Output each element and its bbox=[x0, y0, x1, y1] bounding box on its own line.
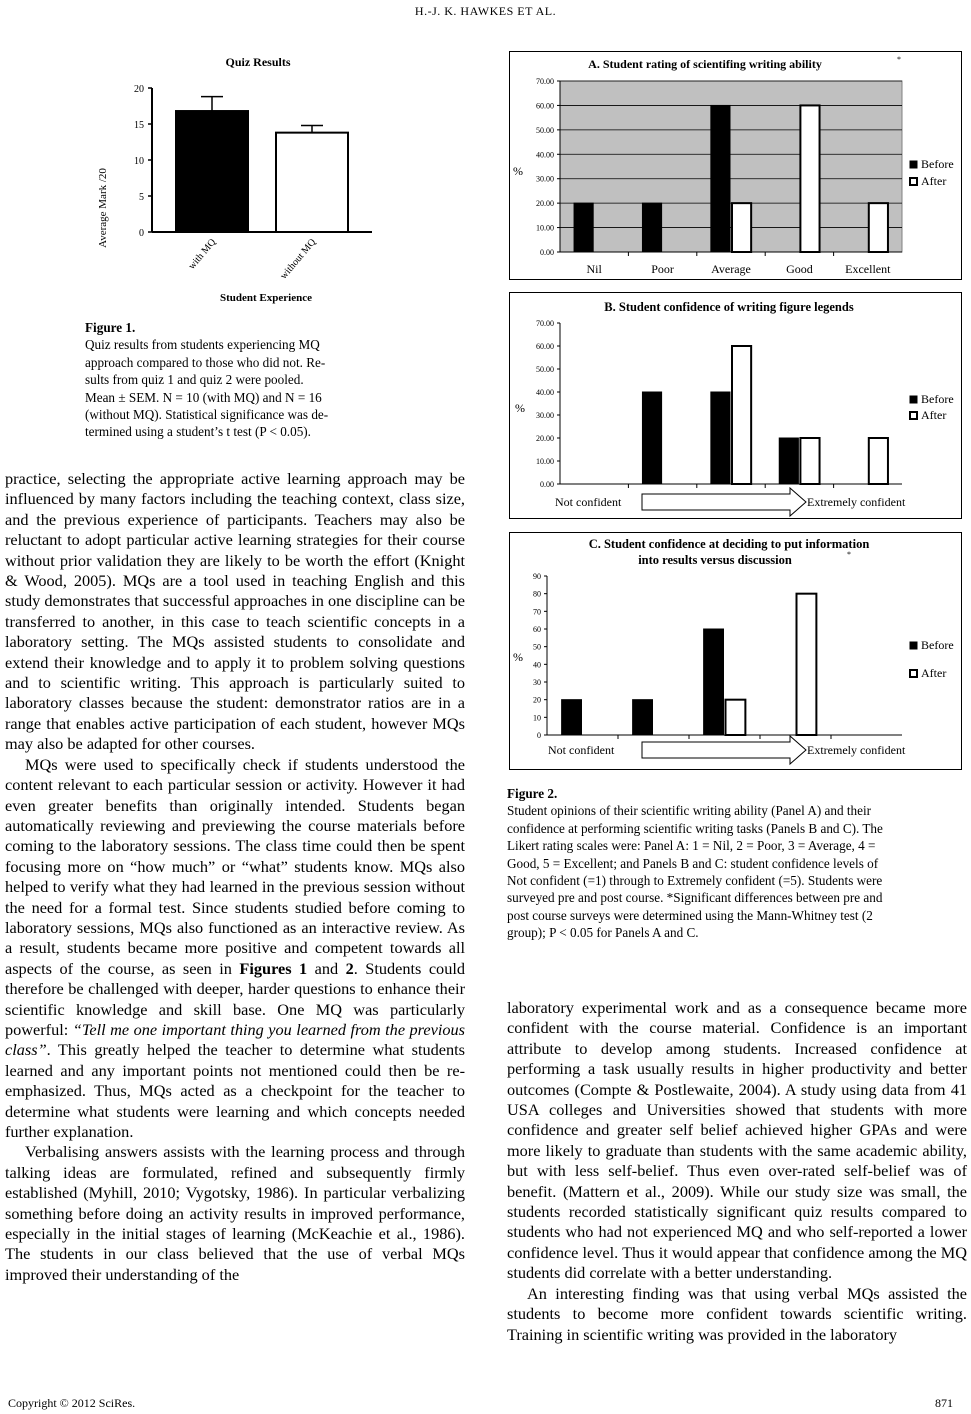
panel-a-frame bbox=[509, 51, 962, 280]
ytick-label: 0 bbox=[537, 731, 541, 740]
ytick-label: 0.00 bbox=[540, 480, 554, 489]
figure2-caption bbox=[507, 785, 967, 942]
panel-a-title: A. Student rating of scientifing writing ability bbox=[588, 57, 822, 71]
before-legend-swatch bbox=[910, 396, 917, 403]
panel-b-title: B. Student confidence of writing figure legends bbox=[604, 300, 854, 314]
quiz-chart-ylabel: Average Mark /20 bbox=[97, 168, 109, 248]
before-bar bbox=[633, 700, 653, 735]
before-legend-label: Before bbox=[921, 392, 954, 406]
after-legend-swatch bbox=[910, 412, 917, 419]
quiz-ytick-label: 20 bbox=[134, 84, 144, 95]
category-label: Excellent bbox=[845, 262, 891, 276]
ytick-label: 40.00 bbox=[536, 388, 554, 397]
category-label: Average bbox=[711, 262, 751, 276]
panel-b-ylabel: % bbox=[515, 401, 525, 415]
ytick-label: 30 bbox=[533, 678, 541, 687]
ytick-label: 0.00 bbox=[540, 248, 554, 257]
figure1-caption-line: approach compared to those who did not. Re- bbox=[85, 354, 326, 370]
before-legend-label: Before bbox=[921, 157, 954, 171]
ytick-label: 80 bbox=[533, 589, 541, 599]
before-bar bbox=[562, 700, 582, 735]
quiz-category-label: with MQ bbox=[186, 236, 219, 272]
ytick-label: 70.00 bbox=[536, 319, 554, 328]
right-paragraph-1: laboratory experimental work and as a consequence became more confident with the course material. Confidence is an important attribute to develop among students. Increased confidence at performing a task usually results in higher productivity and better outcomes (Compte & Postlewaite, 2004). A study using data from 41 USA colleges and Universities showed that students with more confidence and greater self belief achieved higher GPAs and were more likely to graduate than students with the same academic ability, but with less self-belief. Thus even over-rated self-belief was of benefit. (Mattern et al., 2009). While our study size was small, the students recorded statistically significant quiz results compared to students who had not experienced MQ and who self-reported a lower confidence level. Thus it would appear that confidence among the MQ students did correlate with a better understanding. bbox=[507, 998, 967, 1283]
figure1-caption bbox=[85, 319, 385, 441]
figure2-caption-line: Student opinions of their scientific writing ability (Panel A) and their bbox=[507, 803, 872, 819]
ytick-label: 20 bbox=[533, 695, 541, 705]
category-label: Good bbox=[786, 262, 813, 276]
before-bar bbox=[642, 203, 661, 252]
after-legend-swatch bbox=[910, 670, 917, 677]
ytick-label: 10 bbox=[533, 713, 541, 723]
ytick-label: 60.00 bbox=[536, 342, 554, 351]
after-bar bbox=[732, 203, 751, 252]
after-legend-label: After bbox=[921, 666, 947, 680]
figure2-title: Figure 2. bbox=[507, 786, 558, 801]
figure2-caption-line: post course surveys were determined using the Mann-Whitney test (2 bbox=[507, 907, 873, 923]
figure2-caption-line: group); P < 0.05 for Panels A and C. bbox=[507, 925, 699, 941]
ytick-label: 20.00 bbox=[536, 199, 554, 209]
after-bar bbox=[797, 594, 817, 735]
ytick-label: 90 bbox=[533, 572, 541, 581]
left-paragraph-1: practice, selecting the appropriate active learning approach may be influenced by many factors including the teaching context, class size, and the previous experience of participants. Teachers may also be reluctant to adopt particular active learning strategies for their course without prior validation they are likely to be worth the effort (Knight & Wood, 2005). MQs are a tool used in teaching English and this study demonstrates that successful approaches in one discipline can be transferred to another, in this case to teach scientific concepts in a laboratory setting. The MQs assisted students to consolidate and extend their knowledge and to apply it to problem solving questions and to scientific writing. This approach is particularly suited to laboratory classes because the student: demonstrator ratios are in a range that enables active participation of each student, however MQs may also be adapted for other courses. bbox=[5, 469, 465, 754]
after-bar bbox=[732, 346, 751, 484]
category-label: Nil bbox=[586, 262, 602, 276]
figure2-caption-line: confidence at performing scientific writing tasks (Panels B and C). The bbox=[507, 820, 883, 836]
panel-a-significance-mark: * bbox=[897, 55, 901, 64]
figure1-title: Figure 1. bbox=[85, 320, 136, 335]
figure2-caption-line: Good, 5 = Excellent; and Panels B and C: student confidence levels of bbox=[507, 855, 879, 871]
axis-label-not-confident: Not confident bbox=[555, 495, 622, 509]
left-paragraph-2: MQs were used to specifically check if students understood the content relevant to each particular session or activity. However it had even greater benefits than originally intended. Students began automatically reviewing and previewing the course materials before coming to the laboratory sessions. The class time could then be spent focusing more on “how much” or “what” students know. MQs also helped to verify what they had learned in the previous session without the need for a formal test. Since students studied before coming to laboratory sessions, MQs also functioned as an interactive review. As a result, students became more positive and competent towards all aspects of the course, as seen in Figures 1 and 2. Students could therefore be challenged with deeper, harder questions to enhance their scientific knowledge and skill base. One MQ was particularly powerful: “Tell me one important thing you learned from the previous class”. This greatly helped the teacher to determine what students learned and any important points not mentioned could then be re-emphasized. Thus, MQs acted as a checkpoint for the teacher to determine what students were learning and which concepts needed further explanation. bbox=[5, 754, 466, 1141]
after-bar bbox=[726, 700, 746, 735]
figure1-caption-line: sults from quiz 1 and quiz 2 were pooled. bbox=[85, 372, 304, 388]
right-text-column bbox=[507, 998, 967, 1345]
right-paragraph-2: An interesting finding was that using verbal MQs assisted the students to become more confident towards scientific writing. Training in scientific writing was provided in the laboratory bbox=[507, 1283, 967, 1344]
before-bar bbox=[704, 629, 724, 735]
figure2-caption-line: Likert rating scales were: Panel A: 1 = Nil, 2 = Poor, 3 = Average, 4 = bbox=[507, 838, 876, 854]
left-text-column bbox=[5, 469, 465, 1285]
ytick-label: 70 bbox=[533, 607, 541, 617]
panel-b-frame bbox=[509, 292, 962, 519]
quiz-chart-xlabel: Student Experience bbox=[220, 292, 312, 304]
after-bar bbox=[800, 105, 819, 252]
quiz-ytick-label: 10 bbox=[134, 156, 144, 167]
quiz-ytick-label: 5 bbox=[139, 192, 144, 203]
before-bar bbox=[711, 392, 730, 484]
panel-c-title-line1: C. Student confidence at deciding to put information bbox=[588, 537, 870, 551]
figure1-caption-line: (without MQ). Statistical significance was de- bbox=[85, 407, 329, 423]
figure2-caption-line: surveyed pre and post course. *Significant differences between pre and bbox=[507, 890, 883, 906]
figure2-caption-line: Not confident (=1) through to Extremely confident (=5). Students were bbox=[507, 873, 883, 889]
quiz-bar bbox=[276, 133, 348, 232]
panel-c-significance-mark: * bbox=[847, 550, 851, 559]
figure1-caption-line: termined using a student’s t test (P < 0.05). bbox=[85, 424, 311, 440]
after-bar bbox=[800, 438, 819, 484]
after-legend-swatch bbox=[910, 178, 917, 185]
ytick-label: 20.00 bbox=[536, 434, 554, 443]
ytick-label: 10.00 bbox=[536, 223, 554, 233]
after-bar bbox=[869, 438, 888, 484]
ytick-label: 30.00 bbox=[536, 174, 554, 184]
panel-c-chart bbox=[510, 533, 961, 769]
left-paragraph-3: Verbalising answers assists with the learning process and through talking ideas are formulated, refined and subsequently firmly established (Myhill, 2010; Vygotsky, 1986). In particular verbalizing something before doing an activity results in improved performance, especially in the initial stages of learning (McKeachie et al., 1986). The students in our class believed that the use of verbal MQs improved their understanding of the bbox=[5, 1142, 465, 1284]
before-bar bbox=[642, 392, 661, 484]
ytick-label: 40 bbox=[533, 660, 541, 670]
quiz-ytick-label: 0 bbox=[139, 228, 144, 239]
ytick-label: 60.00 bbox=[536, 101, 554, 111]
after-bar bbox=[869, 203, 888, 252]
after-legend-label: After bbox=[921, 408, 947, 422]
panel-a-ylabel: % bbox=[513, 164, 523, 178]
running-header: H.-J. K. HAWKES ET AL. bbox=[414, 4, 557, 18]
before-legend-label: Before bbox=[921, 638, 954, 652]
ytick-label: 30.00 bbox=[536, 411, 554, 420]
category-label: Poor bbox=[651, 262, 674, 276]
ytick-label: 50.00 bbox=[536, 125, 554, 135]
confidence-arrow bbox=[642, 736, 806, 764]
before-bar bbox=[779, 438, 798, 484]
quiz-category-label: without MQ bbox=[278, 236, 319, 282]
figure1-caption-line: Quiz results from students experiencing MQ bbox=[85, 337, 320, 353]
axis-label-not-confident: Not confident bbox=[548, 743, 615, 757]
quiz-ytick-label: 15 bbox=[134, 120, 144, 131]
confidence-arrow bbox=[642, 488, 806, 516]
panel-c-title-line2: into results versus discussion bbox=[638, 553, 792, 567]
ytick-label: 50.00 bbox=[536, 365, 554, 374]
ytick-label: 40.00 bbox=[536, 150, 554, 160]
quiz-results-chart bbox=[80, 48, 400, 310]
after-legend-label: After bbox=[921, 174, 947, 188]
before-bar bbox=[574, 203, 593, 252]
axis-label-extremely-confident: Extremely confident bbox=[807, 495, 906, 509]
ytick-label: 10.00 bbox=[536, 457, 554, 466]
figure1-caption-line: Mean ± SEM. N = 10 (with MQ) and N = 16 bbox=[85, 389, 322, 405]
panel-b-chart bbox=[510, 293, 961, 518]
before-legend-swatch bbox=[910, 642, 917, 649]
ytick-label: 60 bbox=[533, 625, 541, 634]
copyright-footer: Copyright © 2012 SciRes. bbox=[8, 1396, 136, 1410]
before-bar bbox=[711, 105, 730, 252]
quiz-bar bbox=[176, 111, 248, 232]
before-legend-swatch bbox=[910, 161, 917, 168]
axis-label-extremely-confident: Extremely confident bbox=[807, 743, 906, 757]
panel-c-frame bbox=[509, 532, 962, 770]
page-number: 871 bbox=[935, 1396, 953, 1410]
ytick-label: 70.00 bbox=[536, 77, 554, 86]
ytick-label: 50 bbox=[533, 642, 541, 652]
plot-area bbox=[560, 81, 902, 252]
quiz-chart-title: Quiz Results bbox=[225, 55, 291, 69]
panel-a-chart bbox=[510, 52, 961, 279]
panel-c-ylabel: % bbox=[513, 650, 523, 664]
